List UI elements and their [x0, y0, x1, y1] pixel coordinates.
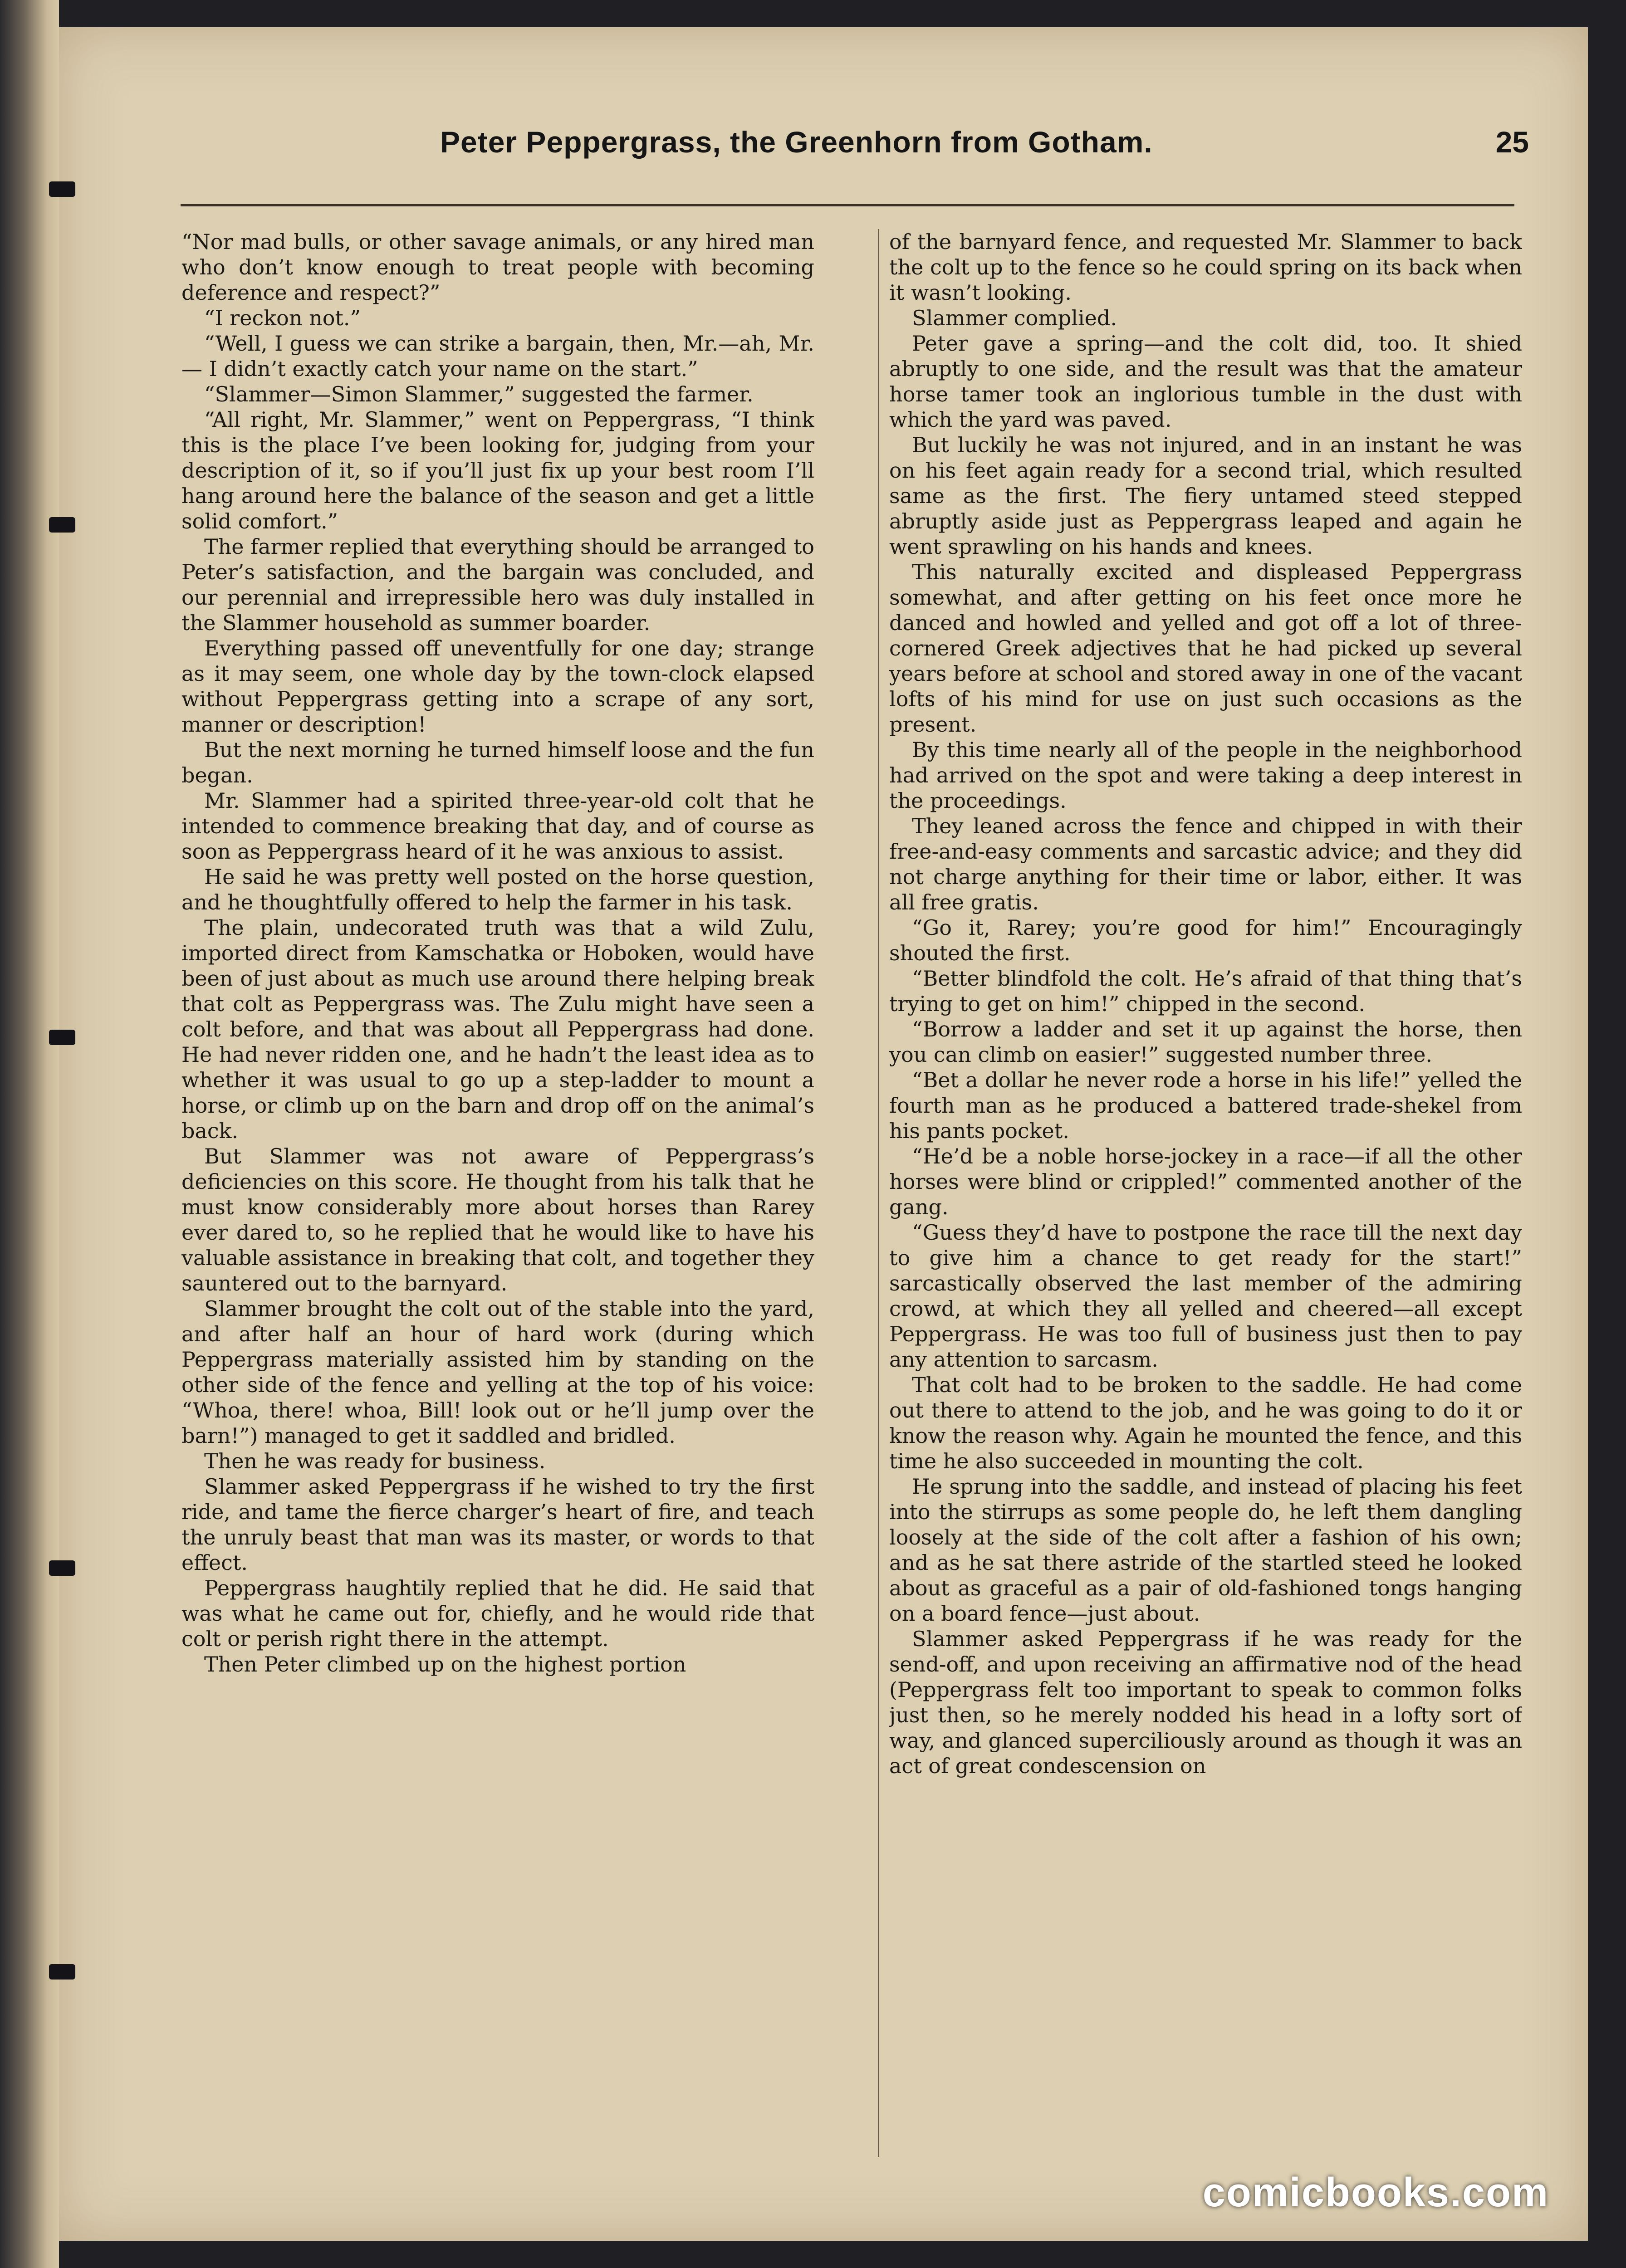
paragraph: “All right, Mr. Slammer,” went on Peppergrass, “I think this is the place I’ve been looking for, judging from your description of it, so if you’ll just fix up your best room I’ll hang around here the balance of the season and get a little solid comfort.”: [181, 407, 814, 533]
paragraph: Peter gave a spring—and the colt did, too. It shied abruptly to one side, and the result was that the amateur horse tamer took an inglorious tumble in the dust with which the yard was paved.: [889, 331, 1522, 432]
binding-staple: [49, 517, 75, 533]
right-column: [889, 229, 1522, 2157]
paragraph: Peppergrass haughtily replied that he did. He said that was what he came out for, chiefly, and he would ride that colt or perish right there in the attempt.: [181, 1576, 814, 1651]
paragraph: “Better blindfold the colt. He’s afraid of that thing that’s trying to get on him!” chipped in the second.: [889, 966, 1522, 1016]
paragraph: This naturally excited and displeased Peppergrass somewhat, and after getting on his feet once more he danced and howled and yelled and got off a lot of three-cornered Greek adjectives that he had picked up several years before at school and stored away in one of the vacant lofts of his mind for use on just such occasions as the present.: [889, 560, 1522, 737]
paragraph: That colt had to be broken to the saddle. He had come out there to attend to the job, and he was going to do it or know the reason why. Again he mounted the fence, and this time he also succeeded in mounting the colt.: [889, 1373, 1522, 1473]
left-column: [181, 229, 814, 2157]
paragraph: But Slammer was not aware of Peppergrass’s deficiencies on this score. He thought from his talk that he must know considerably more about horses than Rarey ever dared to, so he replied that he would like to have his valuable assistance in breaking that colt, and together they sauntered out to the barnyard.: [181, 1144, 814, 1295]
running-header: [386, 125, 1529, 175]
paragraph: He said he was pretty well posted on the horse question, and he thoughtfully offered to help the farmer in his task.: [181, 865, 814, 914]
binding-staple: [49, 1964, 75, 1980]
paragraph: “Nor mad bulls, or other savage animals, or any hired man who don’t know enough to treat people with becoming deference and respect?”: [181, 230, 814, 305]
book-page: [59, 27, 1588, 2241]
header-title: Peter Peppergrass, the Greenhorn from Gotham.: [440, 125, 1153, 159]
paragraph: The farmer replied that everything should be arranged to Peter’s satisfaction, and the bargain was concluded, and our perennial and irrepressible hero was duly installed in the Slammer household as summer boarder.: [181, 534, 814, 635]
paragraph: Slammer brought the colt out of the stable into the yard, and after half an hour of hard work (during which Peppergrass materially assisted him by standing on the other side of the fence and yelling at the top of his voice: “Whoa, there! whoa, Bill! look out or he’ll jump over the barn!”) managed to get it saddled and bridled.: [181, 1296, 814, 1448]
paragraph: Everything passed off uneventfully for one day; strange as it may seem, one whole day by the town-clock elapsed without Peppergrass getting into a scrape of any sort, manner or description!: [181, 636, 814, 737]
paragraph: Slammer complied.: [912, 306, 1117, 330]
paragraph: Slammer asked Peppergrass if he wished to try the first ride, and tame the fierce charger’s heart of fire, and teach the unruly beast that man was its master, or words to that effect.: [181, 1474, 814, 1575]
paragraph: Then he was ready for business.: [204, 1449, 546, 1473]
paragraph: “Guess they’d have to postpone the race till the next day to give him a chance to get ready for the start!” sarcastically observed the last member of the admiring crowd, at which they all yelled and cheered—all except Peppergrass. He was too full of business just then to pay any attention to sarcasm.: [889, 1220, 1522, 1372]
binding-staple: [49, 1560, 75, 1576]
binding-staple: [49, 1030, 75, 1045]
page-number: 25: [1495, 125, 1529, 159]
paragraph: “He’d be a noble horse-jockey in a race—if all the other horses were blind or crippled!” commented another of the gang.: [889, 1144, 1522, 1219]
paragraph: “Borrow a ladder and set it up against the horse, then you can climb on easier!” suggested number three.: [889, 1017, 1522, 1067]
header-rule: [181, 204, 1514, 206]
paragraph: They leaned across the fence and chipped in with their free-and-easy comments and sarcastic advice; and they did not charge anything for their time or labor, either. It was all free gratis.: [889, 814, 1522, 914]
paragraph: By this time nearly all of the people in the neighborhood had arrived on the spot and were taking a deep interest in the proceedings.: [889, 738, 1522, 813]
paragraph: Mr. Slammer had a spirited three-year-old colt that he intended to commence breaking that day, and of course as soon as Peppergrass heard of it he was anxious to assist.: [181, 788, 814, 864]
paragraph: Slammer asked Peppergrass if he was ready for the send-off, and upon receiving an affirmative nod of the head (Peppergrass felt too important to speak to common folks just then, so he merely nodded his head in a lofty sort of way, and glanced superciliously around as though it was an act of great condescension on: [889, 1627, 1522, 1778]
paragraph: But luckily he was not injured, and in an instant he was on his feet again ready for a second trial, which resulted same as the first. The fiery untamed steed stepped abruptly aside just as Peppergrass leaped and again he went sprawling on his hands and knees.: [889, 433, 1522, 559]
binding-staple: [49, 181, 75, 197]
paragraph: “Well, I guess we can strike a bargain, then, Mr.—ah, Mr.— I didn’t exactly catch your name on the start.”: [181, 331, 814, 381]
paragraph: “Bet a dollar he never rode a horse in his life!” yelled the fourth man as he produced a battered trade-shekel from his pants pocket.: [889, 1068, 1522, 1143]
paragraph: The plain, undecorated truth was that a wild Zulu, imported direct from Kamschatka or Hoboken, would have been of just about as much use around there helping break that colt as Peppergrass was. The Zulu might have seen a colt before, and that was about all Peppergrass had done. He had never ridden one, and he hadn’t the least idea as to whether it was usual to go up a step-ladder to mount a horse, or climb up on the barn and drop off on the animal’s back.: [181, 915, 814, 1143]
paragraph: of the barnyard fence, and requested Mr. Slammer to back the colt up to the fence so he could spring on its back when it wasn’t looking.: [889, 230, 1522, 305]
watermark-logo: comicbooks.com: [1202, 2170, 1549, 2215]
paragraph: “I reckon not.”: [204, 306, 361, 330]
paragraph: Then Peter climbed up on the highest portion: [204, 1652, 686, 1677]
column-divider: [878, 229, 879, 2157]
paragraph: But the next morning he turned himself loose and the fun began.: [181, 738, 814, 787]
paragraph: “Go it, Rarey; you’re good for him!” Encouragingly shouted the first.: [889, 915, 1522, 965]
book-spine: [0, 0, 59, 2268]
paragraph: He sprung into the saddle, and instead of placing his feet into the stirrups as some people do, he left them dangling loosely at the side of the colt after a fashion of his own; and as he sat there astride of the startled steed he looked about as graceful as a pair of old-fashioned tongs hanging on a board fence—just about.: [889, 1474, 1522, 1626]
paragraph: “Slammer—Simon Slammer,” suggested the farmer.: [204, 382, 754, 406]
